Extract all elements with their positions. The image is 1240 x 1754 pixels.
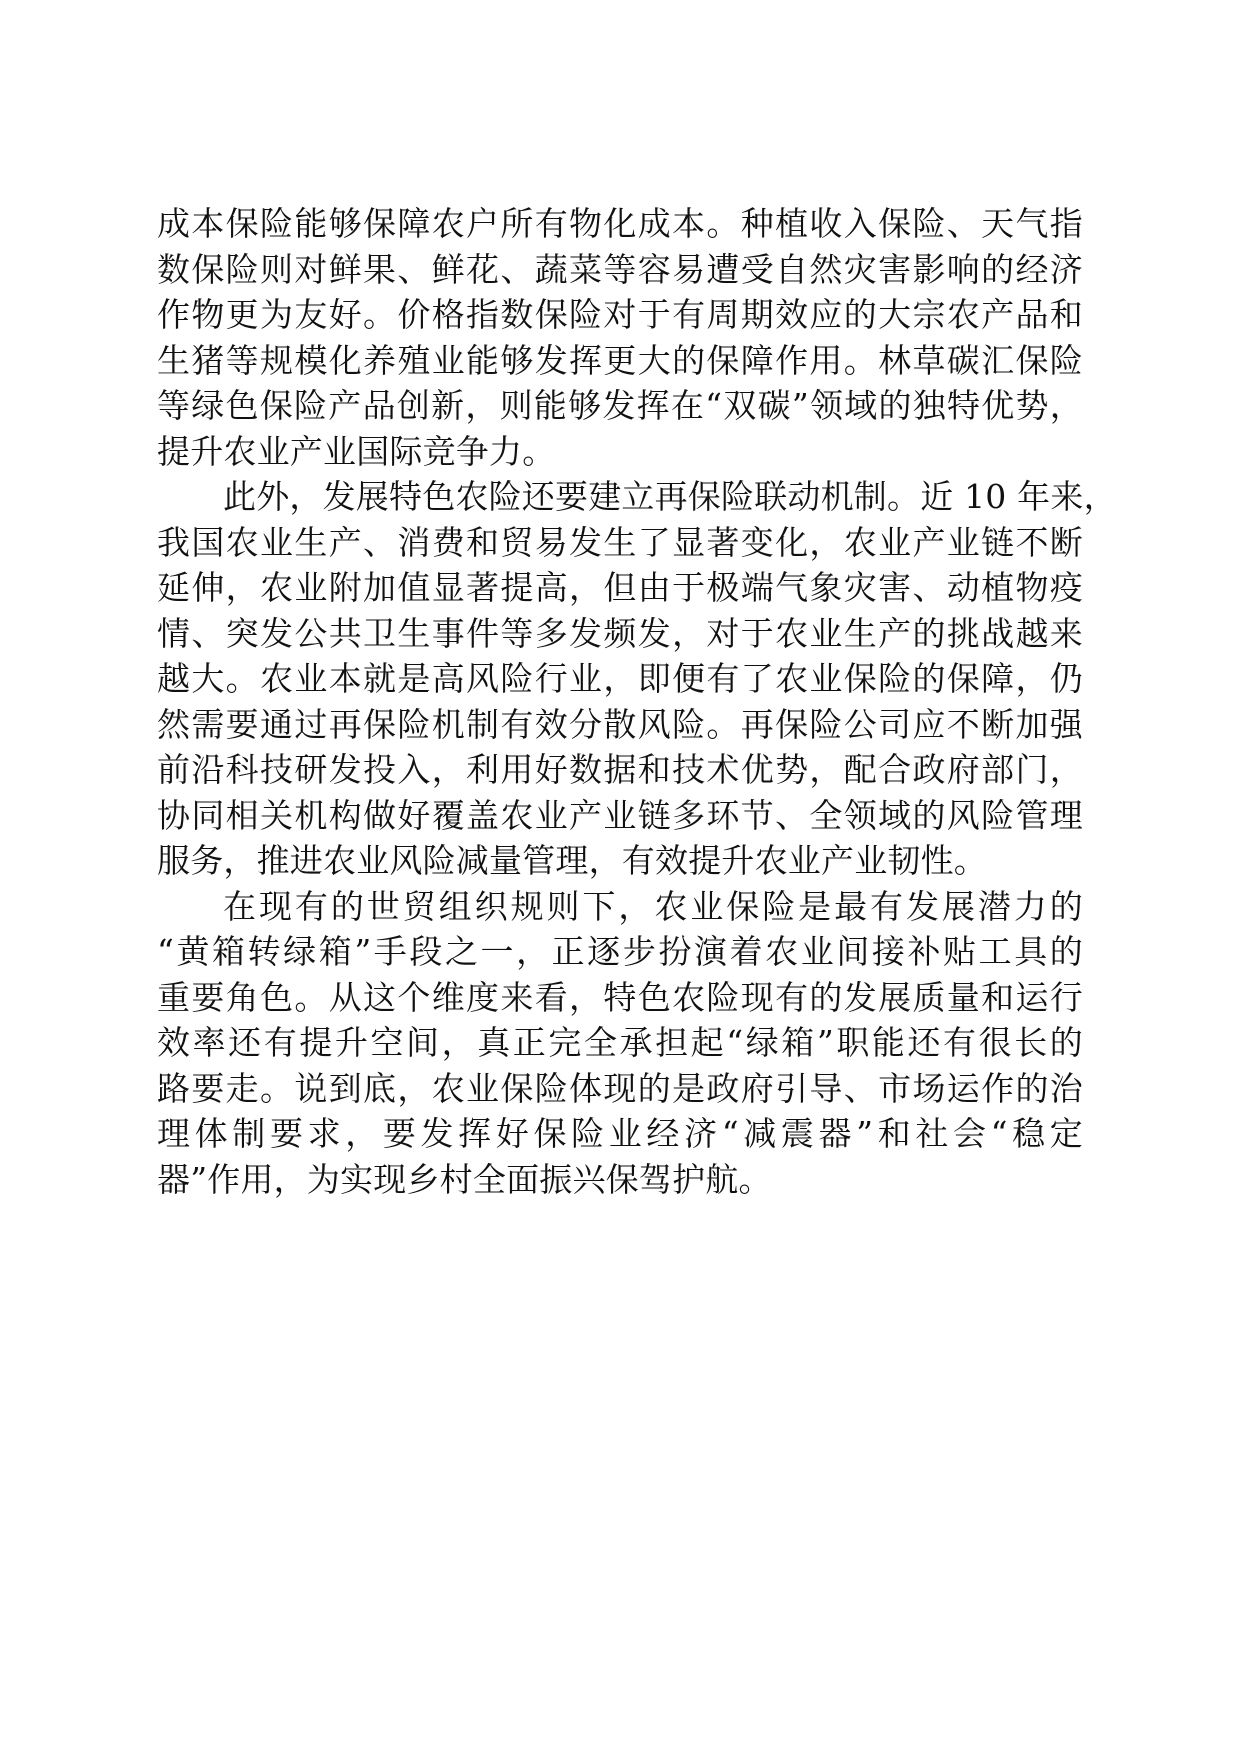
text-line: 器”作用，为实现乡村全面振兴保驾护航。 [157, 1159, 772, 1199]
text-line: 效率还有提升空间，真正完全承担起“绿箱”职能还有很长的 [157, 1023, 1083, 1062]
text-line: 数保险则对鲜果、鲜花、蔬菜等容易遭受自然灾害影响的经济 [157, 249, 1083, 289]
text-line: 重要角色。从这个维度来看，特色农险现有的发展质量和运行 [157, 977, 1083, 1017]
text-line: 路要走。说到底，农业保险体现的是政府引导、市场运作的治 [157, 1068, 1083, 1108]
text-line: 成本保险能够保障农户所有物化成本。种植收入保险、天气指 [157, 204, 1083, 243]
text-line: 情、突发公共卫生事件等多发频发，对于农业生产的挑战越来 [157, 613, 1083, 653]
text-line: 我国农业生产、消费和贸易发生了显著变化，农业产业链不断 [157, 522, 1083, 562]
text-line: 提升农业产业国际竞争力。 [157, 431, 556, 471]
text-line: 越大。农业本就是高风险行业，即便有了农业保险的保障，仍 [157, 659, 1083, 698]
text-line: 等绿色保险产品创新，则能够发挥在“双碳”领域的独特优势， [157, 386, 1083, 425]
text-line: 在现有的世贸组织规则下，农业保险是最有发展潜力的 [223, 886, 1083, 926]
text-line: 服务，推进农业风险减量管理，有效提升农业产业韧性。 [157, 841, 987, 880]
text-line: 作物更为友好。价格指数保险对于有周期效应的大宗农产品和 [157, 295, 1083, 334]
text-line: 协同相关机构做好覆盖农业产业链多环节、全领域的风险管理 [157, 795, 1083, 835]
text-line: 前沿科技研发投入，利用好数据和技术优势，配合政府部门， [157, 750, 1083, 789]
paragraph-3 [157, 884, 1083, 1203]
text-line: 延伸，农业附加值显著提高，但由于极端气象灾害、动植物疫 [157, 568, 1083, 607]
paragraph-1 [157, 201, 1083, 474]
body-text [157, 201, 1117, 1202]
text-line: 然需要通过再保险机制有效分散风险。再保险公司应不断加强 [157, 704, 1083, 744]
text-line: 理体制要求，要发挥好保险业经济“减震器”和社会“稳定 [157, 1114, 1083, 1153]
text-line: 此外，发展特色农险还要建立再保险联动机制。近 10 年来， [223, 477, 1117, 516]
paragraph-2 [157, 474, 1117, 884]
text-line: “黄箱转绿箱”手段之一，正逐步扮演着农业间接补贴工具的 [157, 932, 1083, 971]
text-line: 生猪等规模化养殖业能够发挥更大的保障作用。林草碳汇保险 [157, 340, 1083, 380]
